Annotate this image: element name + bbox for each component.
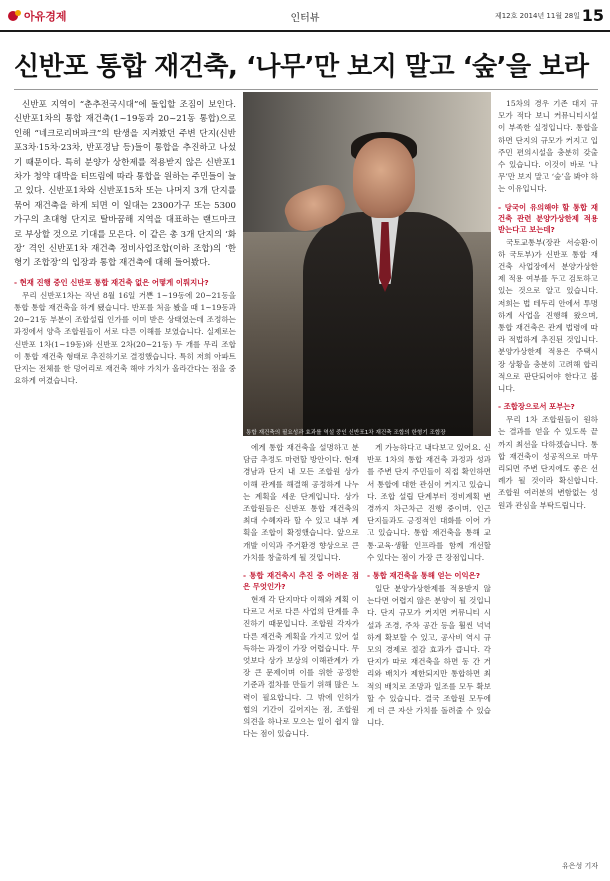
issue-info: 제12호 2014년 11월 28일 xyxy=(494,12,580,20)
article-paragraph: 에게 통합 재건축을 설명하고 분담금 추정도 마련할 방안이다. 현재 경남과 단지 내 모든 조합원 상가 이해 관계를 해결해 공정하게 나누는 계획을 세운 단계입니다. 상가 조합원들은 신반포 통합 재건축의 최대 수혜자라 할 수 있고 내부 계획을 조합이 확정했습니다. 앞으로 개발 이익과 주거환경 향상으로 큰 가치를 창출하게 될 것입니다. xyxy=(243,443,359,562)
page-number: 15 xyxy=(581,6,604,25)
article-paragraph: 게 가능하다고 내다보고 있어요. 신반포 1차의 통합 재건축 과정과 성과를 주변 단지 주민들이 직접 확인하면서 통합에 대한 관심이 커지고 있습니다. 조합 설립 단계부터 정비계획 변경까지 차근차근 진행 중이며, 인근 단지들과도 긍정적인 대화를 이어 가고 있습니다. 통합 재건축을 통해 교통·교육·생활 인프라를 함께 개선할 수 있다는 점이 가장 큰 장점입니다. xyxy=(367,443,491,562)
logo-text: 아유경제 xyxy=(24,10,67,23)
question-heading: - 통합 재건축을 통해 얻는 이익은? xyxy=(367,571,481,581)
question-heading: - 조합장으로서 포부는? xyxy=(498,402,575,412)
article-paragraph: 국토교통부(장관 서승환·이하 국토부)가 신반포 통합 재건축 사업장에서 분양가상한제 적용 여부를 두고 검토하고 있는 것으로 알고 있습니다. 저희는 법 테두리 안에서 투명하게 사업을 진행해 왔으며, 통합 재건축은 관계 법령에 따라 적법하게 추진된 것입니다. 분양가상한제 적용은 주택시장 상황을 충분히 고려해 합리적으로 판단되어야 한다고 봅니다. xyxy=(498,237,598,394)
question-heading: - 현재 진행 중인 신반포 통합 재건축 없은 어떻게 이뤄지나? xyxy=(14,277,209,287)
headline: 신반포 통합 재건축, ‘나무’만 보지 말고 ‘숲’을 보라 xyxy=(14,52,589,82)
section-name: 인터뷰 xyxy=(290,13,320,24)
headline-divider xyxy=(14,89,598,90)
article-paragraph: 무리 1차 조합원들이 원하는 결과를 얻을 수 있도록 끝까지 최선을 다하겠습니다. 통합 재건축이 성공적으로 마무리되면 주변 단지에도 좋은 선례가 될 것이라 확신합니다. 조합원 여러분의 변함없는 성원과 관심을 부탁드립니다. xyxy=(498,415,598,510)
article-column-3 xyxy=(367,442,491,870)
article-paragraph: 일단 분양가상한제를 적용받지 않는다면 어렵지 않은 분양이 될 것입니다. 단지 규모가 커지면 커뮤니티 시설과 조경, 주차 공간 등을 훨씬 넉넉하게 확보할 수 있고, 공사비 역시 규모의 경제로 절감 효과가 큽니다. 각 단지가 따로 재건축을 하면 동 간 거리와 배치가 제한되지만 통합하면 최적의 배치로 조망과 일조를 모두 확보할 수 있습니다. 결국 조합원 모두에게 더 큰 자산 가치를 돌려줄 수 있습니다. xyxy=(367,584,491,728)
article-lead: 신반포 지역이 “춘추전국시대”에 돌입할 조짐이 보인다. 신반포1차의 통합 재건축(1~19동과 20~21동 통합)으로 인해 “네크로리버파크”의 탄생을 지켜봤던 주변 단지(신반포3차·15차·23차, 반포경남 등)들이 통합을 추진하고 나섰기 때문이다. 특히 분양가 상한제를 적용받지 않은 신반포1차가 청약 대박을 터뜨림에 따라 통합을 원하는 주민들이 늘고 있다. 신반포1차와 신반포15차 또는 나머지 3개 단지를 묶어 재건축을 하게 되면 이 일대는 2300가구 또는 5300가구의 초대형 단지로 탈바꿈해 지역을 대표하는 랜드마크로 부상할 것으로 기대를 모은다. 이 같은 총 3개 단지의 ‘화장’ 격인 신반포1차 재건축 정비사업조합(이하 조합)의 ‘한형기 조합장’의 입장과 통합 재건축에 대해 들어봤다. xyxy=(14,100,236,269)
article-paragraph: 무리 신반포1차는 작년 8월 16일 거쁜 1~19동에 20~21동을 통합 통합 재건축을 하게 됐습니다. 반포를 처음 봤을 때 1~19동과 20~21동 부분이 조합설립 인가를 이미 받은 상태였는데 조정하는 과정에서 양측 조합원들이 서로 다른 이해를 보였습니다. 실제로는 신반포 1차(1~19동)와 신반포 2차(20~21동) 두 개를 무리 조합이 통합 재건축 형태로 추진하기로 결정했습니다. 특히 저희 아파트 단지는 전체를 한 덩어리로 재건축 해야 가치가 올라간다는 점을 중요하게 여겼습니다. xyxy=(14,290,236,386)
reporter-byline: 유은성 기자 xyxy=(561,862,598,870)
article-paragraph: 현재 각 단지마다 이해와 계획 이 다르고 서로 다른 사업의 단계를 추진하기 때문입니다. 조합원 각자가 다른 재건축 계획을 가지고 있어 설득하는 과정이 가장 어렵습니다. 무엇보다 상가 보상의 이해관계가 가장 큰 문제이며 이를 위한 공정한 기준과 절차를 만들기 위해 많은 노력이 필요합니다. 그 밖에 인허가 협의 기간이 길어지는 점, 조합원 의견을 하나로 모으는 일이 쉽지 않다는 점이 있습니다. xyxy=(243,595,359,739)
article-column-4 xyxy=(498,98,598,856)
article-column-2 xyxy=(243,442,359,870)
article-paragraph: 15차의 경우 기존 대지 규모가 적다 보니 커뮤니티시설이 부족한 실정입니다. 통합을 하면 단지의 규모가 커지고 입주민 편의시설을 충분히 갖출 수 있습니다. 이것이 바로 ‘나무’만 보지 말고 ‘숲’을 봐야 하는 이유입니다. xyxy=(498,99,598,194)
question-heading: - 당국이 유의해야 할 통합 재건축 관련 분양가상한제 적용받는다고 보는데? xyxy=(498,202,598,234)
article-column-1 xyxy=(14,98,236,870)
question-heading: - 통합 재건축시 추진 중 어려운 점은 무엇인가? xyxy=(243,571,359,592)
interviewee-photo xyxy=(243,92,491,436)
page-header xyxy=(0,0,610,32)
photo-caption: 통합 재건축의 필요성과 효과를 역설 중인 신반포1차 재건축 조합의 한형기 조합장 xyxy=(246,430,446,436)
